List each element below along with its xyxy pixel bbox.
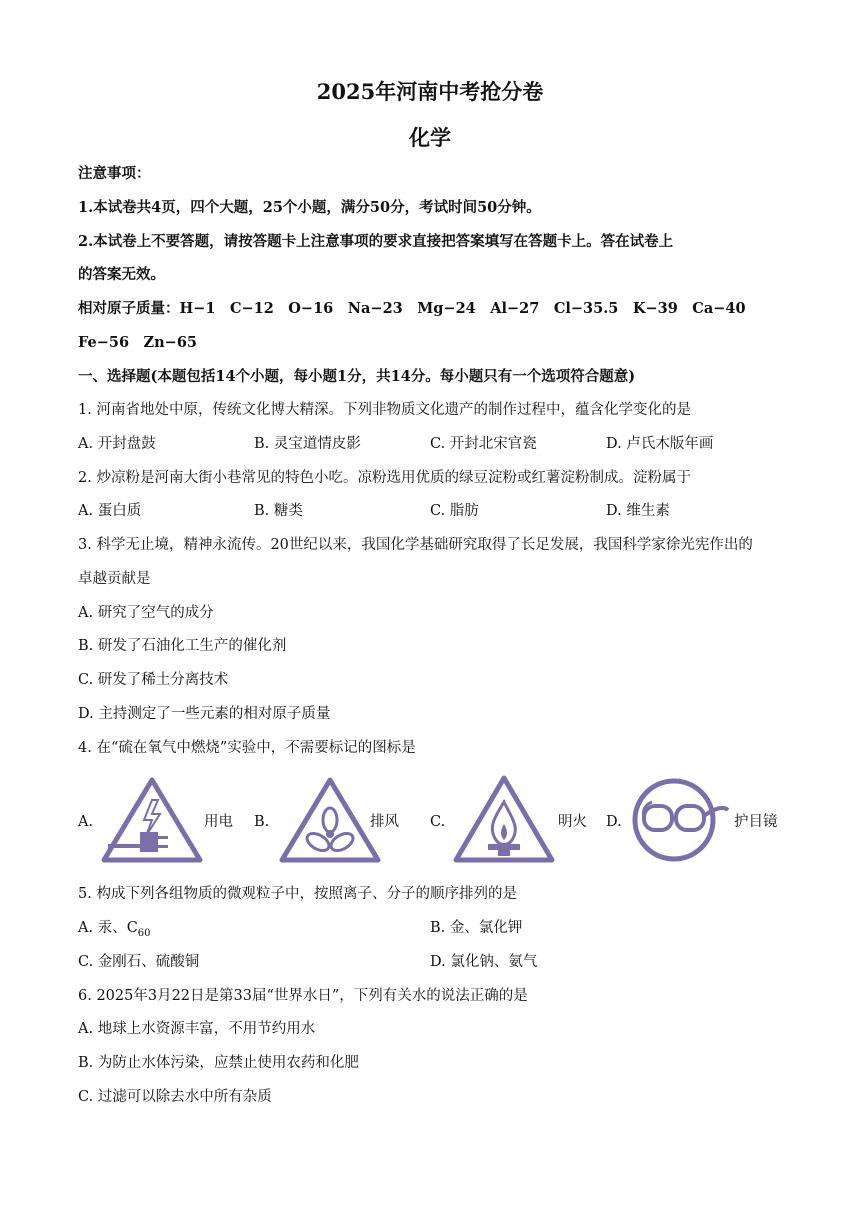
q5-option-a-subscript: 60	[137, 927, 151, 939]
q1-option-a: A. 开封盘鼓	[78, 436, 156, 452]
notice-heading: 注意事项：	[78, 165, 151, 182]
q5-option-a-text: A. 汞、C	[78, 920, 138, 936]
section-1-heading: 一、选择题(本题包括14个小题，每小题1分，共14分。每小题只有一个选项符合题意)	[78, 368, 636, 385]
q1-option-d: D. 卢氏木版年画	[606, 436, 714, 452]
q4-option-d-letter: D.	[606, 814, 622, 830]
q3-option-d: D. 主持测定了一些元素的相对原子质量	[78, 706, 331, 722]
q6-stem: 6. 2025年3月22日是第33届“世界水日”，下列有关水的说法正确的是	[78, 988, 528, 1004]
notice-item-2-cont: 的答案无效。	[78, 266, 165, 283]
atomic-masses-line-1: 相对原子质量：H−1 C−12 O−16 Na−23 Mg−24 Al−27 Cl−35.5 K−39 Ca−40	[78, 300, 746, 317]
q4-option-d-label: 护目镜	[734, 814, 778, 830]
ventilation-fan-icon	[278, 776, 382, 864]
q5-option-d: D. 氯化钠、氨气	[430, 954, 538, 970]
q4-option-a-label: 用电	[204, 814, 233, 830]
q1-stem: 1. 河南省地处中原，传统文化博大精深。下列非物质文化遗产的制作过程中，蕴含化学变化的是	[78, 402, 691, 418]
q3-option-c: C. 研发了稀土分离技术	[78, 672, 229, 688]
q5-option-b: B. 金、氯化钾	[430, 920, 523, 936]
subject-title: 化学	[409, 125, 451, 150]
exam-title: 2025年河南中考抢分卷	[316, 79, 544, 104]
electricity-warning-icon	[100, 776, 204, 864]
q4-option-c-label: 明火	[558, 814, 587, 830]
q2-option-c: C. 脂肪	[430, 503, 479, 519]
q2-stem: 2. 炒凉粉是河南大街小巷常见的特色小吃。凉粉选用优质的绿豆淀粉或红薯淀粉制成。淀粉属于	[78, 470, 691, 486]
q5-stem: 5. 构成下列各组物质的微观粒子中，按照离子、分子的顺序排列的是	[78, 886, 517, 902]
atomic-masses-line-2: Fe−56 Zn−65	[78, 334, 198, 351]
q6-option-c: C. 过滤可以除去水中所有杂质	[78, 1089, 272, 1105]
q4-option-b-label: 排风	[370, 814, 399, 830]
q2-option-b: B. 糖类	[254, 503, 303, 519]
q3-option-a: A. 研究了空气的成分	[78, 605, 214, 621]
q6-option-a: A. 地球上水资源丰富，不用节约用水	[78, 1021, 316, 1037]
safety-goggles-icon	[628, 776, 734, 864]
q4-stem: 4. 在“硫在氧气中燃烧”实验中，不需要标记的图标是	[78, 740, 416, 756]
notice-item-2: 2.本试卷上不要答题，请按答题卡上注意事项的要求直接把答案填写在答题卡上。答在试卷上	[78, 233, 674, 250]
notice-item-1: 1.本试卷共4页，四个大题，25个小题，满分50分，考试时间50分钟。	[78, 199, 541, 216]
open-flame-icon	[452, 774, 556, 864]
q5-option-c: C. 金刚石、硫酸铜	[78, 954, 200, 970]
q1-option-c: C. 开封北宋官瓷	[430, 436, 537, 452]
q5-option-a	[78, 918, 151, 944]
q4-option-b-letter: B.	[254, 814, 270, 830]
q2-option-a: A. 蛋白质	[78, 503, 142, 519]
q3-option-b: B. 研发了石油化工生产的催化剂	[78, 638, 287, 654]
q3-stem-cont: 卓越贡献是	[78, 571, 151, 587]
q1-option-b: B. 灵宝道情皮影	[254, 436, 361, 452]
q4-option-a-letter: A.	[78, 814, 94, 830]
q2-option-d: D. 维生素	[606, 503, 670, 519]
q3-stem: 3. 科学无止境，精神永流传。20世纪以来，我国化学基础研究取得了长足发展，我国科学家徐光宪作出的	[78, 537, 753, 553]
q4-option-c-letter: C.	[430, 814, 446, 830]
q6-option-b: B. 为防止水体污染，应禁止使用农药和化肥	[78, 1055, 359, 1071]
